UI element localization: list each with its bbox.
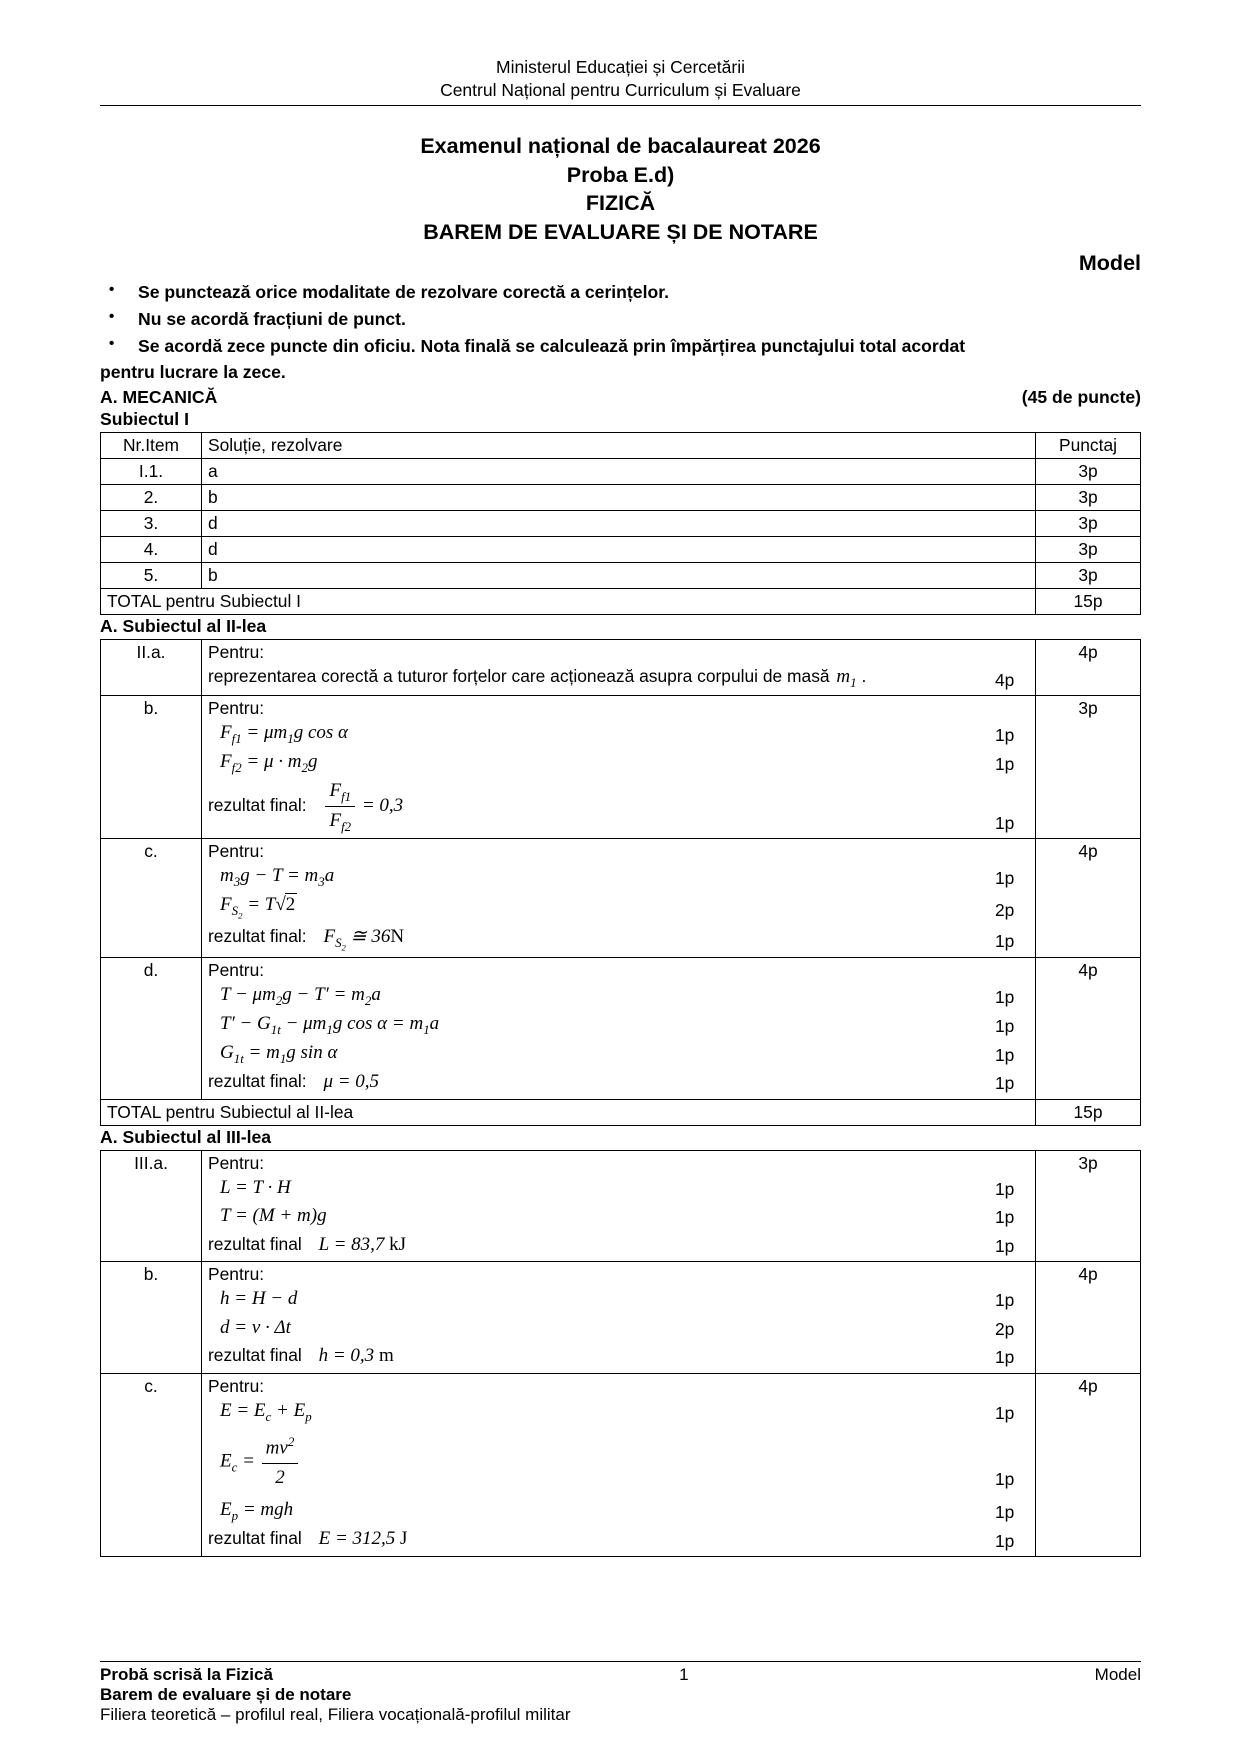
solution-points: 1p (995, 1347, 1015, 1368)
subject-2-label: A. Subiectul al II-lea (100, 616, 267, 637)
row-solution (202, 839, 1036, 957)
formula-T: T = (M + m)g (220, 1205, 327, 1227)
row-points: 3p (1036, 1150, 1141, 1262)
solution-points: 1p (995, 1468, 1015, 1489)
table-total-row (101, 1099, 1141, 1125)
table-row (101, 957, 1141, 1099)
formula-Ec: $E_c$ = $\frac{mv^2}{2}$ (208, 1432, 300, 1492)
row-solution (202, 1150, 1036, 1262)
note-text: Se acordă zece puncte din oficiu. Nota finală se calculează prin împărțirea punctajului total acordat (138, 335, 966, 356)
table-total-row (101, 589, 1141, 615)
row-item: III.a. (101, 1150, 202, 1262)
title-barem: BAREM DE EVALUARE ȘI DE NOTARE (423, 219, 818, 244)
formula-L: L = T · H (220, 1176, 291, 1198)
row-item: d. (101, 957, 202, 1099)
note-text: Se punctează orice modalitate de rezolvare corectă a cerințelor. (138, 281, 669, 302)
formula-fs2: $F_{S_2} = T√2$ (220, 894, 296, 921)
row-points: 3p (1036, 537, 1141, 563)
row-points: 4p (1036, 1373, 1141, 1556)
subject-3-table (100, 1150, 1141, 1557)
row-points: 3p (1036, 695, 1141, 839)
formula-E: $E = E_c + E_p$ (220, 1399, 312, 1424)
subject-3-label: A. Subiectul al III-lea (100, 1126, 272, 1147)
table-row (101, 1150, 1141, 1262)
row-item: 5. (101, 563, 202, 589)
note-continuation: pentru lucrare la zece. (100, 362, 286, 383)
notes-list (100, 280, 1141, 359)
footer-right: Model (1094, 1665, 1141, 1684)
row-points: 3p (1036, 459, 1141, 485)
solution-points: 1p (995, 753, 1015, 774)
row-item: II.a. (101, 640, 202, 695)
row-item: c. (101, 839, 202, 957)
solution-final: rezultat final: $F_{S_2}$ ≅ 36N (208, 926, 405, 953)
row-solution (202, 695, 1036, 839)
table-row (101, 1262, 1141, 1374)
solution-intro: Pentru: (208, 1375, 265, 1396)
table-row (101, 640, 1141, 695)
solution-points: 1p (995, 986, 1015, 1007)
solution-points: 1p (995, 724, 1015, 745)
row-solution (202, 1373, 1036, 1556)
solution-points: 2p (995, 1318, 1015, 1339)
table-row (101, 695, 1141, 839)
row-item: c. (101, 1373, 202, 1556)
row-points: 4p (1036, 1262, 1141, 1374)
total-label: TOTAL pentru Subiectul I (101, 589, 1036, 615)
solution-intro: Pentru: (208, 959, 265, 980)
title-subject: FIZICĂ (585, 191, 656, 216)
solution-points: 4p (995, 669, 1015, 690)
solution-intro: Pentru: (208, 642, 265, 663)
footer-row (100, 1665, 1141, 1685)
formula-m1: $T' - G_{1t} - \mu m_1g$ $\cos \alpha = m_1a$ (220, 1012, 440, 1037)
row-solution: d (202, 537, 1036, 563)
solution-text: reprezentarea corectă a tuturor forțelor care acționează asupra corpului de masă $m_1$ . (208, 666, 867, 691)
row-solution (202, 640, 1036, 695)
total-points: 15p (1036, 1099, 1141, 1125)
bullet-icon: • (109, 280, 115, 298)
footer-divider (100, 1661, 1141, 1662)
section-points: (45 de puncte) (1021, 387, 1141, 408)
section-label: A. MECANICĂ (100, 387, 218, 408)
column-header-points: Punctaj (1036, 433, 1141, 459)
row-item: 3. (101, 511, 202, 537)
row-points: 4p (1036, 839, 1141, 957)
table-header-row (101, 433, 1141, 459)
subject-1-table (100, 432, 1141, 615)
row-item: 4. (101, 537, 202, 563)
solution-final: rezultat final: μ = 0,5 (208, 1071, 380, 1093)
header-center: Centrul Național pentru Curriculum și Evaluare (440, 80, 801, 101)
table-row (101, 537, 1141, 563)
title-model: Model (1078, 250, 1141, 275)
solution-intro: Pentru: (208, 841, 265, 862)
solution-intro: Pentru: (208, 1152, 265, 1173)
solution-points: 1p (995, 1178, 1015, 1199)
solution-points: 1p (995, 1502, 1015, 1523)
column-header-item: Nr.Item (101, 433, 202, 459)
subject-2-table (100, 639, 1141, 1125)
title-exam: Examenul național de bacalaureat 2026 (420, 134, 821, 159)
header-ministry: Ministerul Educației și Cercetării (496, 57, 745, 77)
bullet-icon: • (109, 334, 115, 352)
formula-m2: $T - \mu m_2g - T' = m_2a$ (220, 983, 381, 1008)
solution-points: 1p (995, 813, 1015, 834)
title-proba: Proba E.d) (566, 162, 675, 187)
list-item (100, 280, 1141, 305)
solution-points: 1p (995, 1530, 1015, 1551)
solution-points: 1p (995, 931, 1015, 952)
solution-points: 1p (995, 1207, 1015, 1228)
footer-line-3: Filiera teoretică – profilul real, Filiera vocațională-profilul militar (100, 1705, 571, 1724)
formula-newton-m3: $m_3g - T = m_3a$ (220, 865, 335, 890)
total-label: TOTAL pentru Subiectul al II-lea (101, 1099, 1036, 1125)
table-row (101, 563, 1141, 589)
row-points: 3p (1036, 485, 1141, 511)
row-points: 4p (1036, 957, 1141, 1099)
solution-points: 1p (995, 1073, 1015, 1094)
list-item (100, 334, 1141, 359)
footer-line-2: Barem de evaluare și de notare (100, 1685, 352, 1704)
solution-points: 1p (995, 1235, 1015, 1256)
row-item: b. (101, 695, 202, 839)
list-item (100, 307, 1141, 332)
row-points: 3p (1036, 563, 1141, 589)
footer-left: Probă scrisă la Fizică (100, 1665, 273, 1684)
solution-points: 2p (995, 899, 1015, 920)
formula-ff1: $F_{f1} = \mu m_1g$ cos α (220, 721, 349, 746)
formula-h: h = H − d (220, 1288, 298, 1310)
row-solution (202, 1262, 1036, 1374)
row-item: I.1. (101, 459, 202, 485)
row-points: 3p (1036, 511, 1141, 537)
table-row (101, 1373, 1141, 1556)
table-row (101, 839, 1141, 957)
solution-final: rezultat final: $\frac{F_{f1}}{F_{f2}}$ = 0,3 (208, 777, 413, 836)
table-row (101, 459, 1141, 485)
row-item: b. (101, 1262, 202, 1374)
document-title (100, 132, 1141, 246)
header-divider (100, 105, 1141, 106)
row-solution: b (202, 563, 1036, 589)
solution-final: rezultat final L = 83,7 kJ (208, 1233, 407, 1255)
solution-points: 1p (995, 1044, 1015, 1065)
row-solution (202, 957, 1036, 1099)
document-footer (100, 1661, 1141, 1725)
formula-g1t: $G_{1t} = m_1g$ sin α (220, 1041, 338, 1066)
document-header (100, 56, 1141, 102)
row-solution: b (202, 485, 1036, 511)
solution-final: rezultat final h = 0,3 m (208, 1345, 394, 1367)
note-text: Nu se acordă fracțiuni de punct. (138, 308, 406, 329)
formula-Ep: $E_p$ = mgh (220, 1499, 294, 1523)
row-solution: a (202, 459, 1036, 485)
row-points: 4p (1036, 640, 1141, 695)
solution-intro: Pentru: (208, 697, 265, 718)
solution-points: 1p (995, 868, 1015, 889)
page-number: 1 (679, 1665, 689, 1684)
formula-d: d = v · Δt (220, 1316, 291, 1338)
solution-final: rezultat final E = 312,5 J (208, 1528, 408, 1550)
row-solution: d (202, 511, 1036, 537)
bullet-icon: • (109, 307, 115, 325)
subject-1-label: Subiectul I (100, 409, 189, 430)
formula-ff2: $F_{f2} = \mu \cdot m_2g$ (220, 750, 318, 775)
total-points: 15p (1036, 589, 1141, 615)
solution-intro: Pentru: (208, 1264, 265, 1285)
solution-points: 1p (995, 1402, 1015, 1423)
solution-points: 1p (995, 1290, 1015, 1311)
section-mecanica (100, 387, 1141, 408)
solution-points: 1p (995, 1015, 1015, 1036)
row-item: 2. (101, 485, 202, 511)
table-row (101, 511, 1141, 537)
column-header-solution: Soluție, rezolvare (202, 433, 1036, 459)
table-row (101, 485, 1141, 511)
